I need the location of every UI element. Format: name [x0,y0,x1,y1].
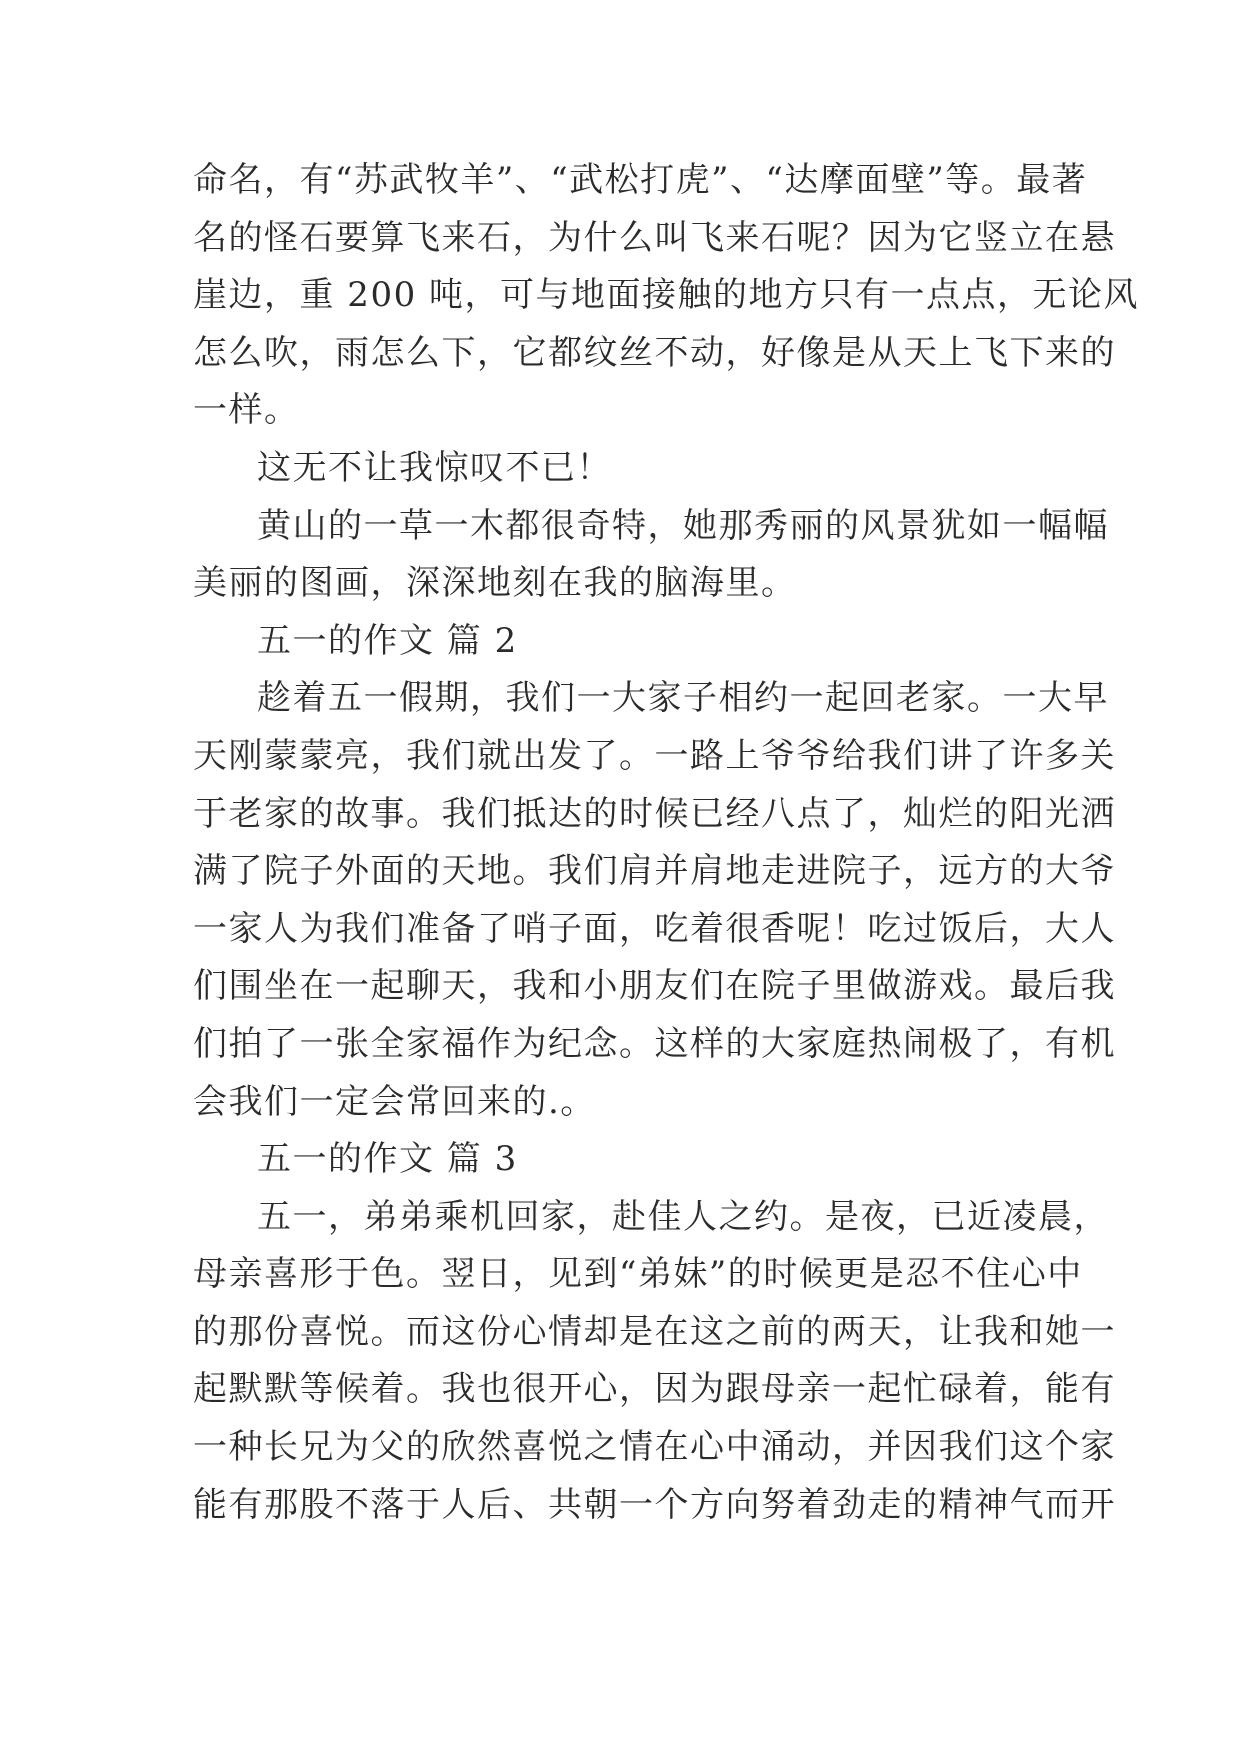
text-line: 能有那股不落于人后、共朝一个方向努着劲走的精神气而开 [193,1484,1116,1525]
text-line: 的那份喜悦。而这份心情却是在这之前的两天，让我和她一 [193,1311,1116,1352]
text-line: 满了院子外面的天地。我们肩并肩地走进院子，远方的大爷 [193,851,1116,892]
text-line: 们围坐在一起聊天，我和小朋友们在院子里做游戏。最后我 [193,966,1116,1007]
text-line: 一种长兄为父的欣然喜悦之情在心中涌动，并因我们这个家 [193,1427,1116,1468]
text-line: 命名，有“苏武牧羊”、“武松打虎”、“达摩面壁”等。最著 [193,160,1088,200]
text-line: 会我们一定会常回来的.。 [193,1081,596,1122]
text-line: 趁着五一假期，我们一大家子相约一起回老家。一大早 [257,678,1109,719]
text-line: 这无不让我惊叹不已！ [257,447,612,488]
text-line: 美丽的图画，深深地刻在我的脑海里。 [193,563,797,604]
text-line: 五一的作文 篇 2 [257,620,518,661]
text-line: 五一的作文 篇 3 [257,1139,518,1180]
document-body [193,152,1140,1534]
text-line: 一家人为我们准备了哨子面，吃着很香呢！吃过饭后，大人 [193,908,1116,949]
text-line: 一样。 [193,390,300,431]
text-line: 起默默等候着。我也很开心，因为跟母亲一起忙碌着，能有 [193,1369,1116,1410]
text-line: 崖边，重 200 吨，可与地面接触的地方只有一点点，无论风 [193,275,1140,316]
text-line: 五一，弟弟乘机回家，赴佳人之约。是夜，已近凌晨， [257,1196,1109,1237]
text-line: 于老家的故事。我们抵达的时候已经八点了，灿烂的阳光洒 [193,793,1116,834]
text-line: 们拍了一张全家福作为纪念。这样的大家庭热闹极了，有机 [193,1023,1116,1064]
text-line: 名的怪石要算飞来石，为什么叫飞来石呢？因为它竖立在悬 [193,217,1116,258]
text-line: 天刚蒙蒙亮，我们就出发了。一路上爷爷给我们讲了许多关 [193,735,1116,776]
text-line: 怎么吹，雨怎么下，它都纹丝不动，好像是从天上飞下来的 [193,332,1116,373]
text-line: 黄山的一草一木都很奇特，她那秀丽的风景犹如一幅幅 [257,505,1109,546]
text-line: 母亲喜形于色。翌日，见到“弟妹”的时候更是忍不住心中 [193,1254,1083,1295]
